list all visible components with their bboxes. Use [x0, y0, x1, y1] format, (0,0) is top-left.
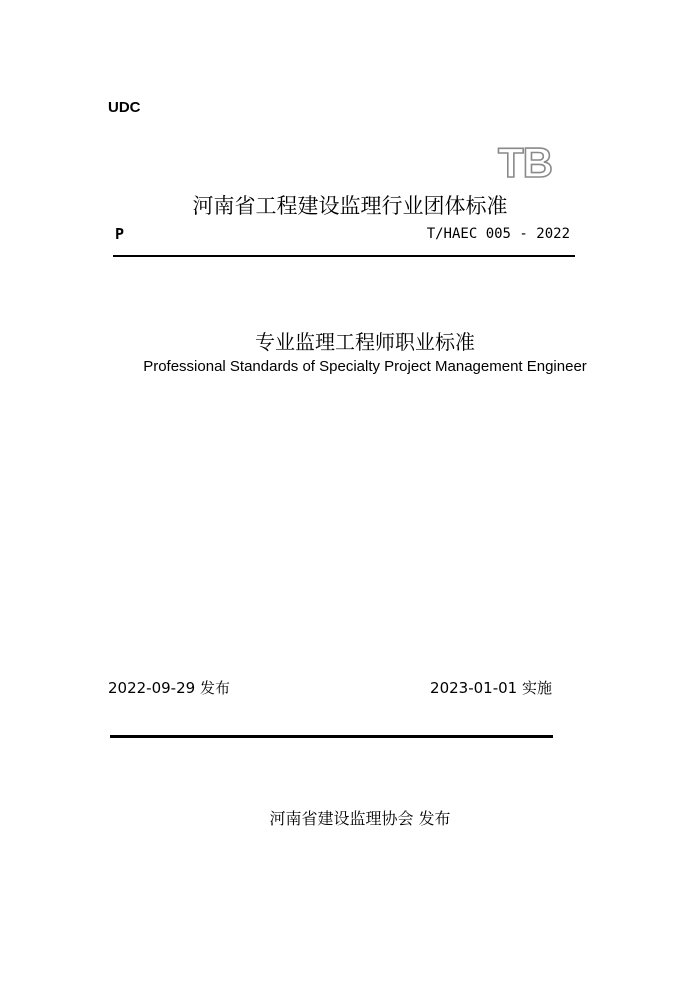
publisher: 河南省建设监理协会 发布: [269, 809, 451, 828]
issue-date: 2022-09-29 发布: [108, 679, 230, 697]
organization-title: 河南省工程建设监理行业团体标准: [192, 194, 508, 218]
tb-logo-text: TB: [498, 140, 552, 182]
classification-code: P: [115, 225, 125, 243]
tb-logo: [496, 140, 552, 182]
udc-label: UDC: [108, 99, 141, 116]
document-title-english: Professional Standards of Specialty Project Management Engineer: [143, 358, 587, 375]
top-divider: [113, 255, 575, 257]
standard-number: T/HAEC 005 - 2022: [426, 226, 570, 242]
bottom-divider: [110, 735, 553, 738]
document-title-chinese: 专业监理工程师职业标准: [255, 330, 475, 354]
implementation-date: 2023-01-01 实施: [430, 679, 552, 697]
